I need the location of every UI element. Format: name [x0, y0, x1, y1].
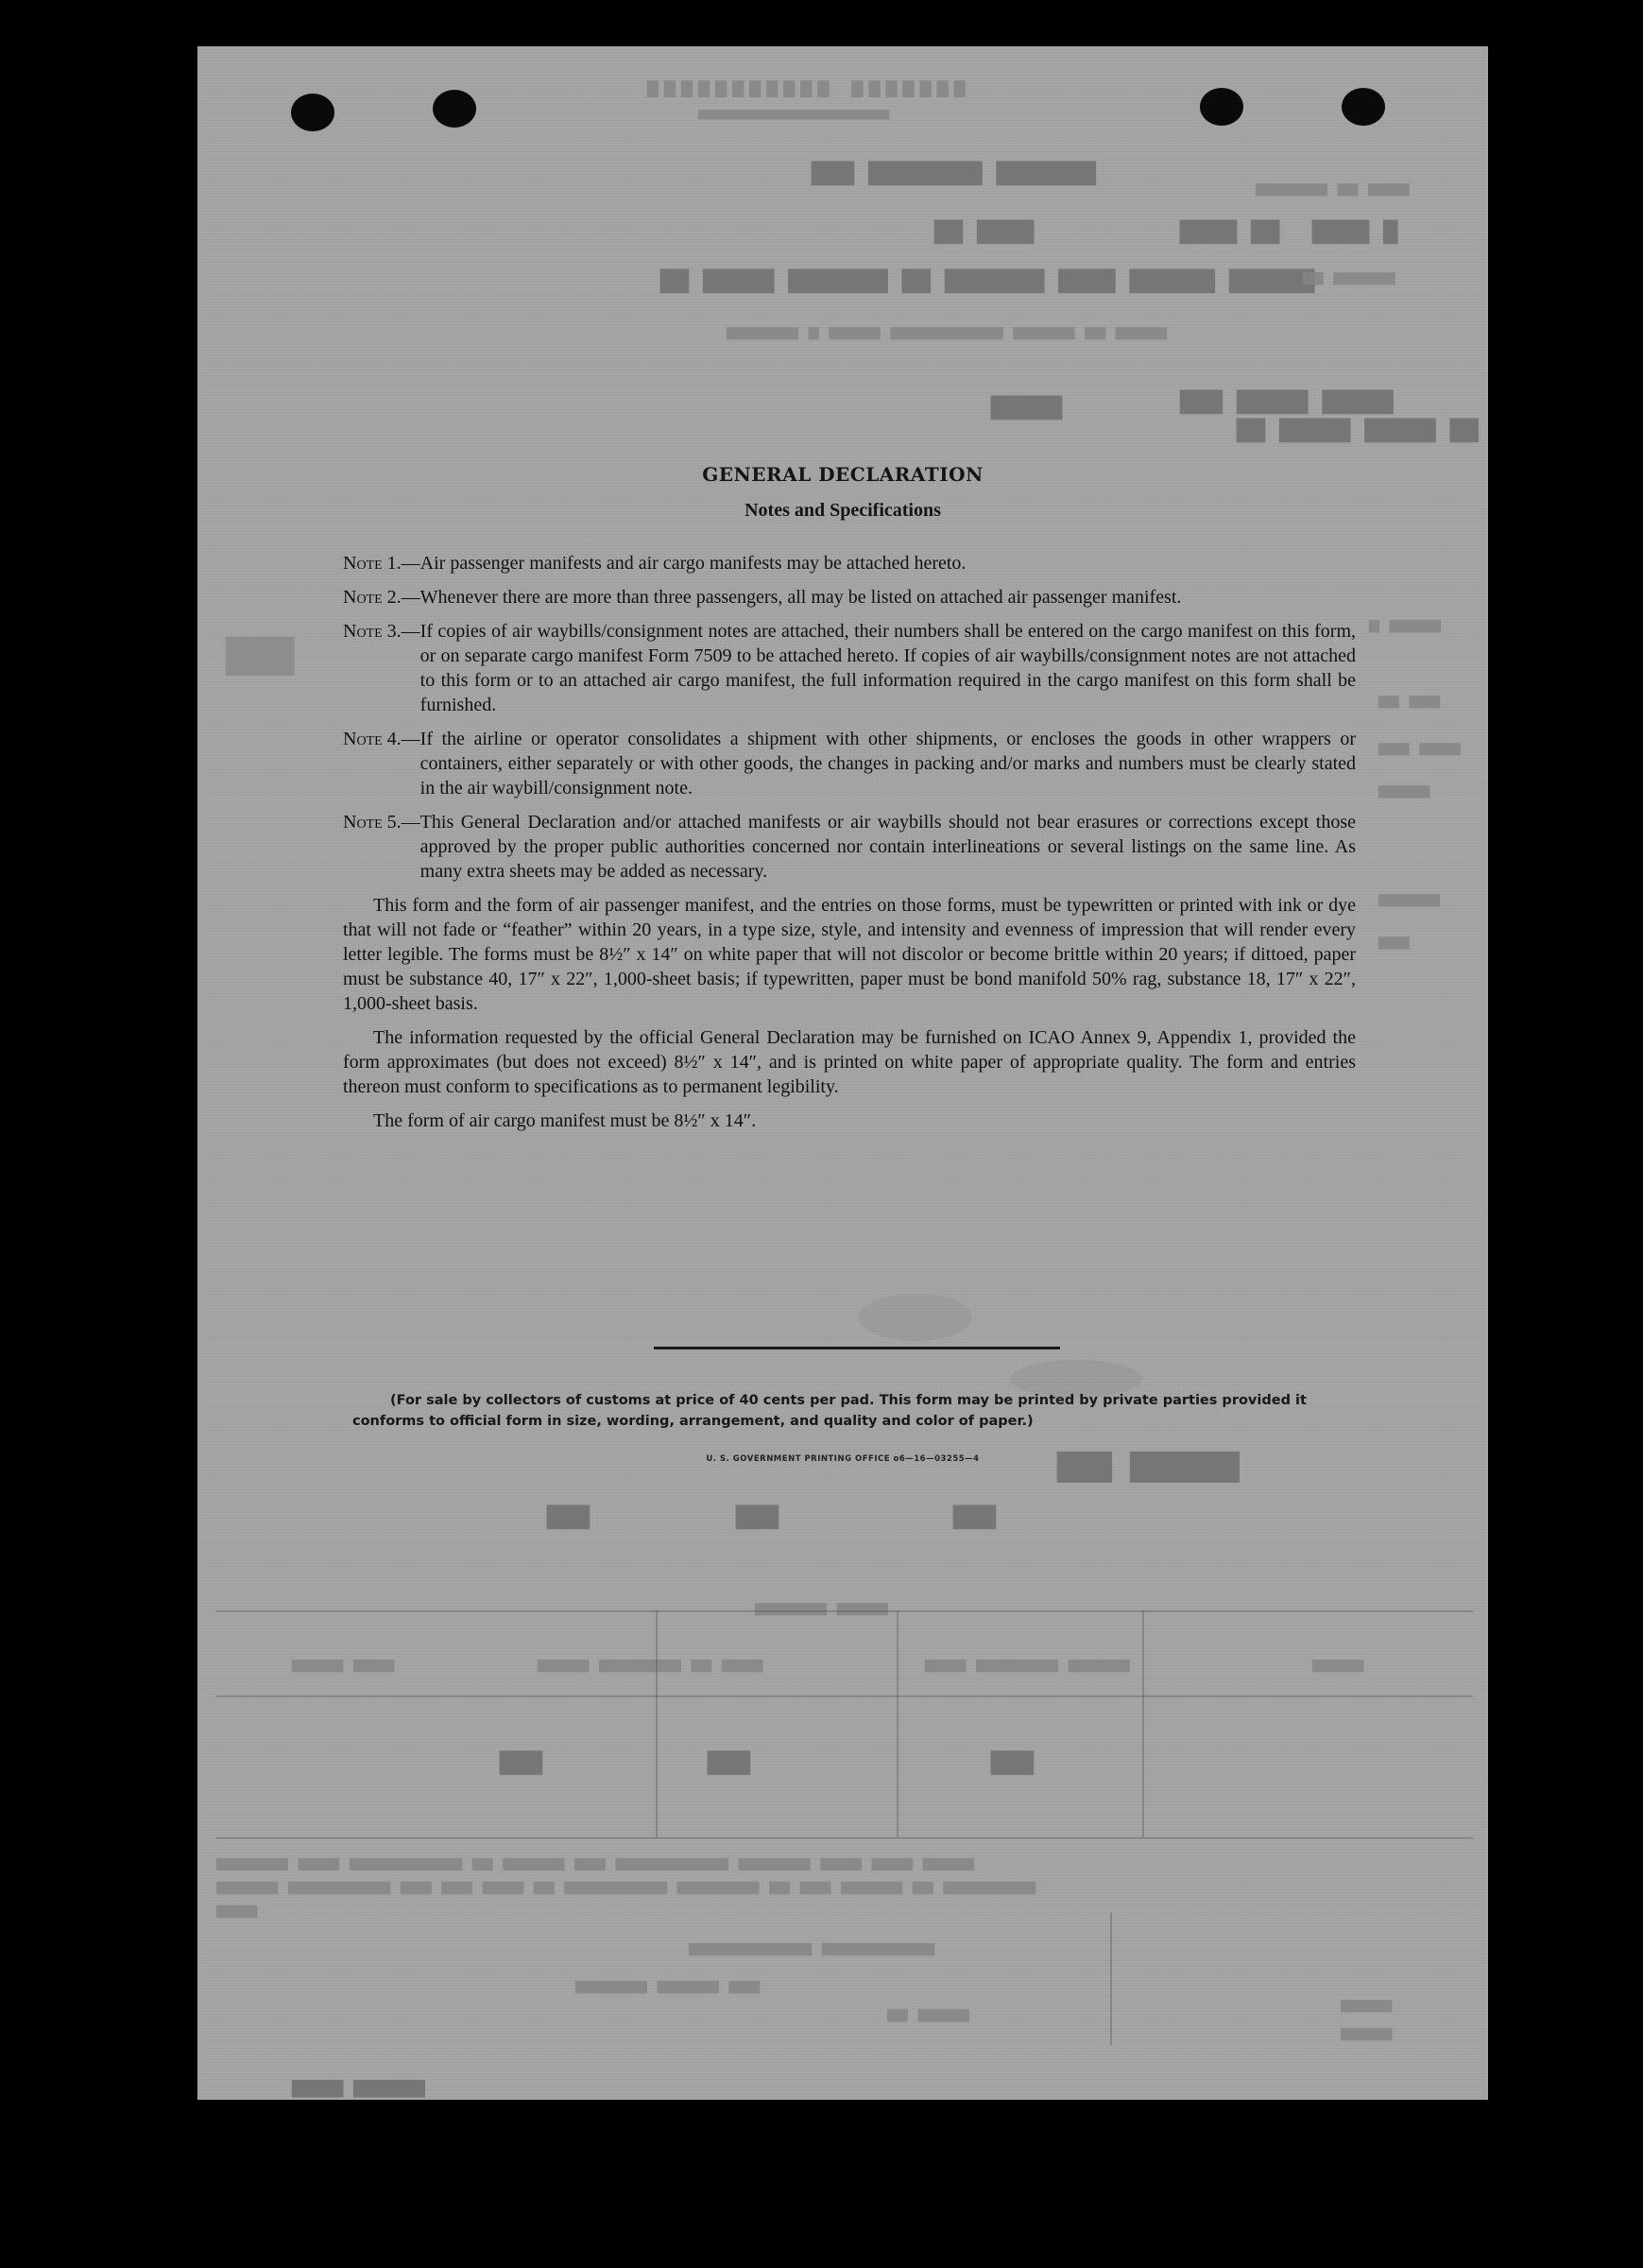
bleed-through-text: ▇▇▇▇▇▇ ▇▇▇ — [1057, 1447, 1240, 1483]
bleed-through-rule — [216, 1610, 1473, 1612]
note-label: Note 1.— — [343, 553, 420, 574]
bleed-through-text: ▅▅▅▅ ▅▅▅▅▅ — [292, 1653, 395, 1673]
bleed-through-rule — [1142, 1610, 1144, 1837]
bleed-through-text: ▇▇▇▇▇ ▇▇▇▇▇ ▇▇▇ — [1180, 387, 1394, 414]
bleed-through-text: ▇▇▇ — [226, 632, 295, 676]
bleed-through-rule — [216, 1695, 1473, 1697]
bleed-through-text: ▇▇▇ — [736, 1502, 779, 1529]
bleed-through-text: ▇▇▇▇▇▇ ▇▇▇▇▇▇ ▇▇▇▇ ▇▇▇▇▇▇▇ ▇▇ ▇▇▇▇▇▇▇ ▇▇▇▇▇ ▇▇ — [660, 266, 1315, 293]
bleed-through-rule — [216, 1837, 1473, 1839]
bleed-through-text: ▅▅▅▅▅▅ ▅▅▅▅▅▅▅▅ ▅▅▅▅ — [925, 1653, 1130, 1673]
bleed-through-text: ▅▅▅▅▅ ▅ — [1369, 613, 1441, 633]
note-item — [343, 551, 1356, 576]
note-item — [343, 810, 1356, 884]
bleed-through-text: ▇ ▇▇▇▇ — [1312, 216, 1398, 244]
bleed-through-text: ▅▅▅▅▅ ▅▅▅▅▅▅▅ — [755, 1596, 888, 1616]
bleed-through-text: ▅▅▅ ▅▅▅▅▅▅ ▅▅▅▅▅▅▅ — [575, 1974, 761, 1994]
bleed-through-text: ▇▇▇ — [547, 1502, 590, 1529]
printer-line: U. S. GOVERNMENT PRINTING OFFICE o6—16—03255—4 — [706, 1454, 980, 1464]
bleed-through-text: ▅▅▅▅▅ ▅▅ — [887, 2002, 969, 2022]
bleed-through-text: ▇▇▇▇▇ — [991, 392, 1063, 420]
bleed-through-text: ▇▇ ▇▇▇▇▇ ▇▇▇▇▇ ▇▇ — [1237, 415, 1479, 442]
punch-hole — [291, 94, 334, 131]
note-text: If copies of air waybills/consignment notes are attached, their numbers shall be entered on the cargo manifest on this form, or on separate cargo manifest Form 7509 to be attached hereto. If copies of air waybills/consignment notes are not attached to this form or to an attached air cargo manifest, the full information required in the cargo manifest on this form shall be furnished. — [419, 621, 1356, 715]
punch-hole — [1200, 88, 1243, 126]
bleed-through-text: ▅▅▅▅ ▅▅ ▅▅▅▅▅▅▅ — [1256, 177, 1410, 197]
bleed-through-text: ▅▅▅▅ ▅▅ ▅▅▅▅▅▅▅▅ ▅▅▅▅▅ — [538, 1653, 763, 1673]
bleed-through-text: ▇▇▇ — [953, 1502, 997, 1529]
form-specification-paragraph: This form and the form of air passenger manifest, and the entries on those forms, must be typewritten or printed with ink or dye that will not fade or “feather” within 20 years, in a type size, style, and intensity and evenness of impression that will render every letter legible. The forms must be 8½″ x 14″ on white paper that will not discolor or become brittle within 20 years; if dittoed, paper must be substance 40, 17″ x 22″, 1,000-sheet basis; if typewritten, paper must be bond manifold 50% rag, substance 18, 17″ x 22″, 1,000-sheet basis. — [343, 895, 1356, 1014]
note-text: Air passenger manifests and air cargo manifests may be attached hereto. — [419, 553, 967, 574]
bleed-through-text: ▅▅▅▅▅ — [1341, 1993, 1393, 2013]
bleed-through-rule — [897, 1610, 899, 1837]
note-text: Whenever there are more than three passengers, all may be listed on attached air passenger manifest. — [419, 587, 1182, 608]
bleed-through-text: ▅▅▅▅▅▅ — [1378, 887, 1441, 907]
bleed-through-text: ▇▇▇▇▇▇▇ ▇▇▇▇▇▇▇▇ ▇▇▇ — [812, 158, 1097, 185]
bleed-through-text: ▅▅▅▅▅▅▅▅▅▅▅ ▅▅▅▅▅▅▅▅▅▅▅▅ — [689, 1936, 935, 1956]
bleed-through-text: ▇▇▇ — [991, 1747, 1035, 1775]
note-label: Note 3.— — [343, 621, 420, 642]
bleed-through-text: ▅▅▅▅▅▅ ▅▅ — [1303, 266, 1395, 285]
note-label: Note 5.— — [343, 812, 420, 833]
bleed-through-text: ▇▇ ▇▇▇▇ — [1180, 216, 1280, 244]
bleed-through-text: ▅▅▅ ▅▅ — [1378, 689, 1441, 709]
bleed-through-text: ▅▅▅▅▅▅▅▅▅ ▅▅ ▅▅▅▅▅▅ ▅▅▅ ▅▅ ▅▅▅▅▅▅▅▅ ▅▅▅▅▅▅▅▅▅▅ ▅▅ ▅▅▅▅ ▅▅▅ ▅▅▅ ▅▅▅▅▅▅▅▅▅▅ ▅▅▅▅▅▅ — [216, 1875, 1035, 1895]
document-subtitle: Notes and Specifications — [744, 500, 941, 521]
bleed-through-text: ▇▇▇ — [708, 1747, 751, 1775]
note-item — [343, 585, 1356, 610]
paper-stain — [859, 1294, 972, 1341]
document-page — [197, 46, 1488, 2100]
note-item — [343, 619, 1356, 717]
note-item — [343, 727, 1356, 800]
bleed-through-text: ▅▅▅▅▅ — [1341, 2021, 1393, 2041]
bleed-through-text: ▅▅▅▅ — [216, 1899, 258, 1918]
bleed-through-text: ▇▇▇▇ ▇▇ — [934, 216, 1035, 244]
bleed-through-text: ▇▇▇▇▇▇▇ ▇▇▇▇▇ — [292, 2078, 425, 2098]
bleed-through-text: ▅▅▅▅ ▅▅▅ — [1378, 736, 1461, 756]
note-label: Note 2.— — [343, 587, 420, 608]
bleed-through-text: ▅▅▅▅▅▅▅▅▅▅▅▅▅▅▅▅▅▅▅▅▅▅▅▅ — [698, 105, 890, 120]
bleed-through-text: ▅▅▅▅▅ — [1312, 1653, 1364, 1673]
document-title: GENERAL DECLARATION — [702, 463, 984, 486]
bleed-through-text: ▅▅▅▅▅ — [1378, 779, 1430, 799]
bleed-through-text: ▅▅▅▅▅ ▅▅▅▅ ▅▅▅▅ ▅▅▅▅▅▅▅ ▅▅▅▅▅▅▅▅▅▅▅ ▅▅▅ ▅▅▅▅▅▅ ▅▅ ▅▅▅▅▅▅▅▅▅▅▅ ▅▅▅▅ ▅▅▅▅▅▅▅ — [216, 1851, 974, 1871]
bleed-through-text: ▅▅▅ — [1378, 930, 1410, 950]
note-text: If the airline or operator consolidates a shipment with other shipments, or encloses the goods in other wrappers or containers, either separately or with other goods, the changes in packing and/or marks and numbers must be clearly stated in the air waybill/consignment note. — [419, 729, 1356, 799]
icao-paragraph: The information requested by the official General Declaration may be furnished on ICAO Annex 9, Appendix 1, provided the form approximates (but does not exceed) 8½″ x 14″, and is printed on white paper of appropriate quality. The form and entries thereon must conform to specifications as to permanent legibility. — [343, 1027, 1356, 1097]
divider-rule — [654, 1347, 1060, 1349]
note-text: This General Declaration and/or attached manifests or air waybills should not bear erasures or corrections except those approved by the proper public authorities concerned nor contain interlineations or several listings on the same line. As many extra sheets may be added as necessary. — [419, 812, 1356, 882]
bleed-through-text: ▅▅▅▅▅ ▅▅ ▅▅▅▅▅▅ ▅▅▅▅▅▅▅▅▅▅▅ ▅▅▅▅▅ ▅ ▅▅▅▅▅▅▅ — [727, 320, 1167, 340]
bleed-through-rule — [656, 1610, 658, 1837]
punch-hole — [433, 90, 476, 128]
sale-note: (For sale by collectors of customs at price of 40 cents per pad. This form may be printed by private parties provided it conforms to official form in size, wording, arrangement, and quality and color of paper.) — [352, 1393, 1307, 1429]
note-label: Note 4.— — [343, 729, 420, 749]
punch-hole — [1342, 88, 1385, 126]
bleed-through-text: ▆▆▆▆▆▆▆ ▆▆▆▆▆▆▆▆▆▆▆ — [642, 75, 966, 97]
notes-section — [343, 551, 1356, 1143]
bleed-through-text: ▇▇▇ — [500, 1747, 543, 1775]
bleed-through-rule — [1110, 1913, 1112, 2045]
cargo-manifest-size-paragraph: The form of air cargo manifest must be 8½″ x 14″. — [373, 1110, 757, 1131]
